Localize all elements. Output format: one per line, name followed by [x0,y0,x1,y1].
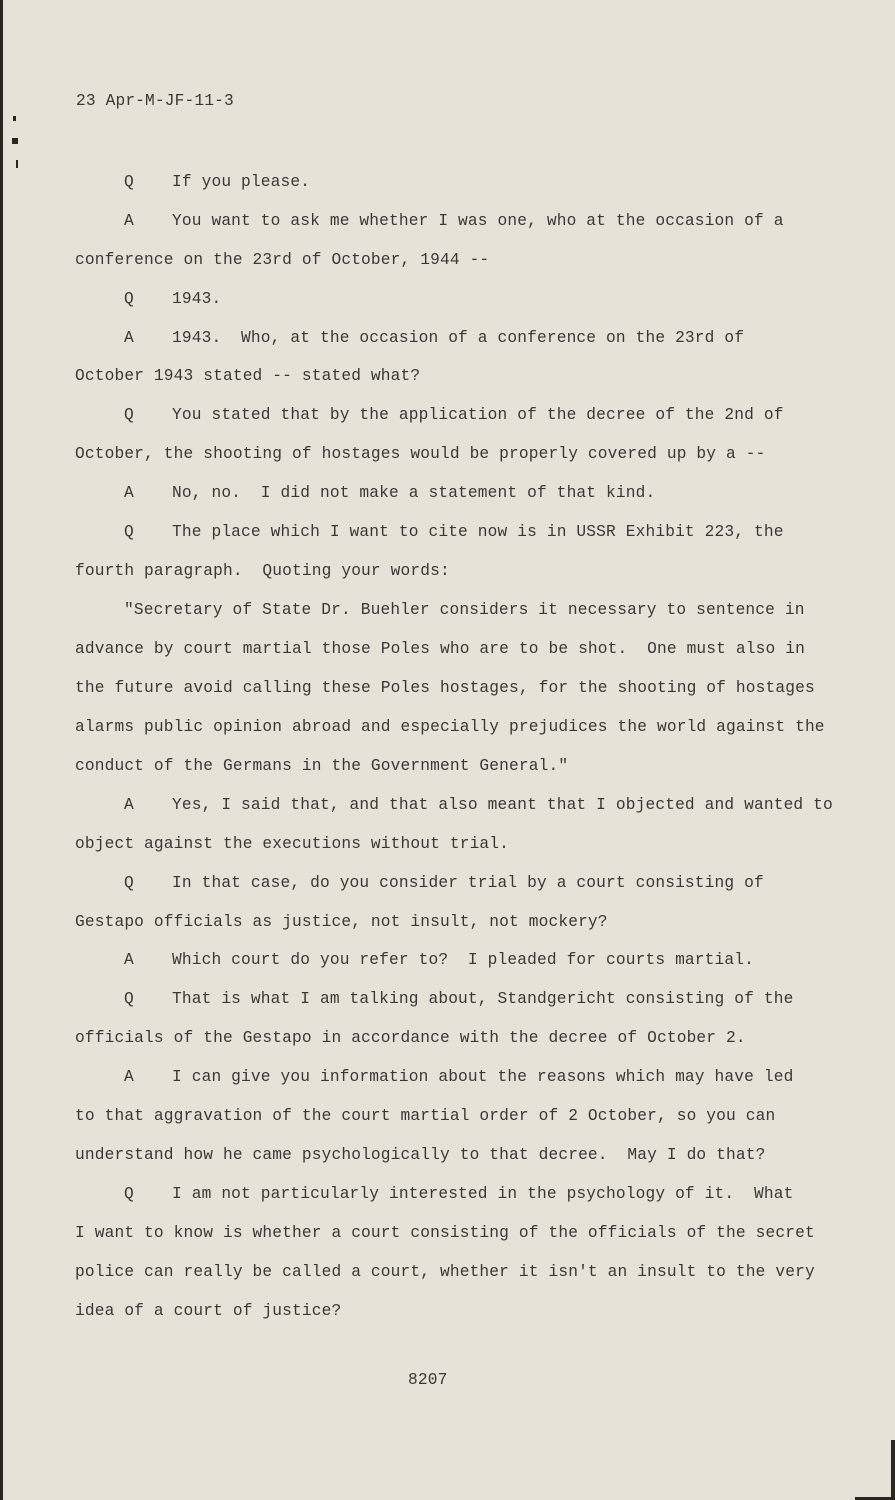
transcript-line [75,1262,815,1282]
line-text: I can give you information about the reasons which may have led [172,1068,794,1086]
speaker-label: Q [124,523,134,541]
transcript-line [124,950,754,970]
transcript-line [75,1301,341,1321]
margin-mark [13,116,16,121]
line-text: police can really be called a court, whether it isn't an insult to the very [75,1263,815,1281]
document-header: 23 Apr-M-JF-11-3 [76,92,234,110]
line-text: object against the executions without trial. [75,835,510,853]
line-text: the future avoid calling these Poles hostages, for the shooting of hostages [75,679,815,697]
speaker-label: Q [124,173,134,191]
line-text: You want to ask me whether I was one, who at the occasion of a [172,212,784,230]
line-text: 1943. Who, at the occasion of a conference on the 23rd of [172,329,745,347]
transcript-line [75,678,815,698]
line-text: understand how he came psychologically to that decree. May I do that? [75,1146,766,1164]
transcript-line [124,1184,793,1204]
line-text: to that aggravation of the court martial order of 2 October, so you can [75,1107,776,1125]
line-text: idea of a court of justice? [75,1302,342,1320]
line-text: In that case, do you consider trial by a court consisting of [172,874,764,892]
line-text: conference on the 23rd of October, 1944 -- [75,251,490,269]
transcript-line [124,522,784,542]
transcript-line [124,989,793,1009]
line-text: October 1943 stated -- stated what? [75,367,421,385]
speaker-label: A [124,484,134,502]
speaker-label: Q [124,290,134,308]
transcript-line [124,600,805,620]
transcript-line [124,1067,793,1087]
line-text: No, no. I did not make a statement of that kind. [172,484,656,502]
line-text: 1943. [172,290,222,308]
transcript-line [124,873,764,893]
margin-mark [12,138,18,144]
transcript-line [75,444,766,464]
transcript-line [75,1106,775,1126]
speaker-label: A [124,212,134,230]
line-text: I want to know is whether a court consisting of the officials of the secret [75,1224,815,1242]
line-text: October, the shooting of hostages would be properly covered up by a -- [75,445,766,463]
transcript-line [124,483,655,503]
speaker-label: Q [124,406,134,424]
line-text: alarms public opinion abroad and especially prejudices the world against the [75,718,825,736]
transcript-line [75,756,568,776]
page-edge [891,1440,895,1500]
speaker-label: A [124,1068,134,1086]
line-text: Which court do you refer to? I pleaded for courts martial. [172,951,754,969]
line-text: The place which I want to cite now is in USSR Exhibit 223, the [172,523,784,541]
margin-mark [16,160,18,168]
line-text: conduct of the Germans in the Government General." [75,757,569,775]
transcript-line [75,250,489,270]
line-text: Gestapo officials as justice, not insult, not mockery? [75,913,608,931]
line-text: "Secretary of State Dr. Buehler considers it necessary to sentence in [124,601,805,619]
transcript-line [75,1223,815,1243]
transcript-line [124,328,744,348]
line-text: If you please. [172,173,311,191]
speaker-label: A [124,329,134,347]
transcript-line [124,172,310,192]
line-text: officials of the Gestapo in accordance with the decree of October 2. [75,1029,746,1047]
speaker-label: A [124,796,134,814]
transcript-line [75,1028,746,1048]
page-number: 8207 [408,1371,448,1389]
transcript-line [75,912,608,932]
speaker-label: Q [124,874,134,892]
transcript-line [75,1145,766,1165]
line-text: Yes, I said that, and that also meant that I objected and wanted to [172,796,833,814]
line-text: That is what I am talking about, Standgericht consisting of the [172,990,794,1008]
speaker-label: A [124,951,134,969]
line-text: fourth paragraph. Quoting your words: [75,562,450,580]
line-text: advance by court martial those Poles who are to be shot. One must also in [75,640,805,658]
line-text: I am not particularly interested in the psychology of it. What [172,1185,794,1203]
transcript-line [75,834,509,854]
transcript-line [124,405,784,425]
transcript-line [75,717,825,737]
speaker-label: Q [124,990,134,1008]
transcript-line [75,366,420,386]
transcript-line [124,795,833,815]
line-text: You stated that by the application of the decree of the 2nd of [172,406,784,424]
transcript-line [75,639,805,659]
transcript-line [124,211,784,231]
transcript-line [124,289,221,309]
speaker-label: Q [124,1185,134,1203]
transcript-line [75,561,450,581]
